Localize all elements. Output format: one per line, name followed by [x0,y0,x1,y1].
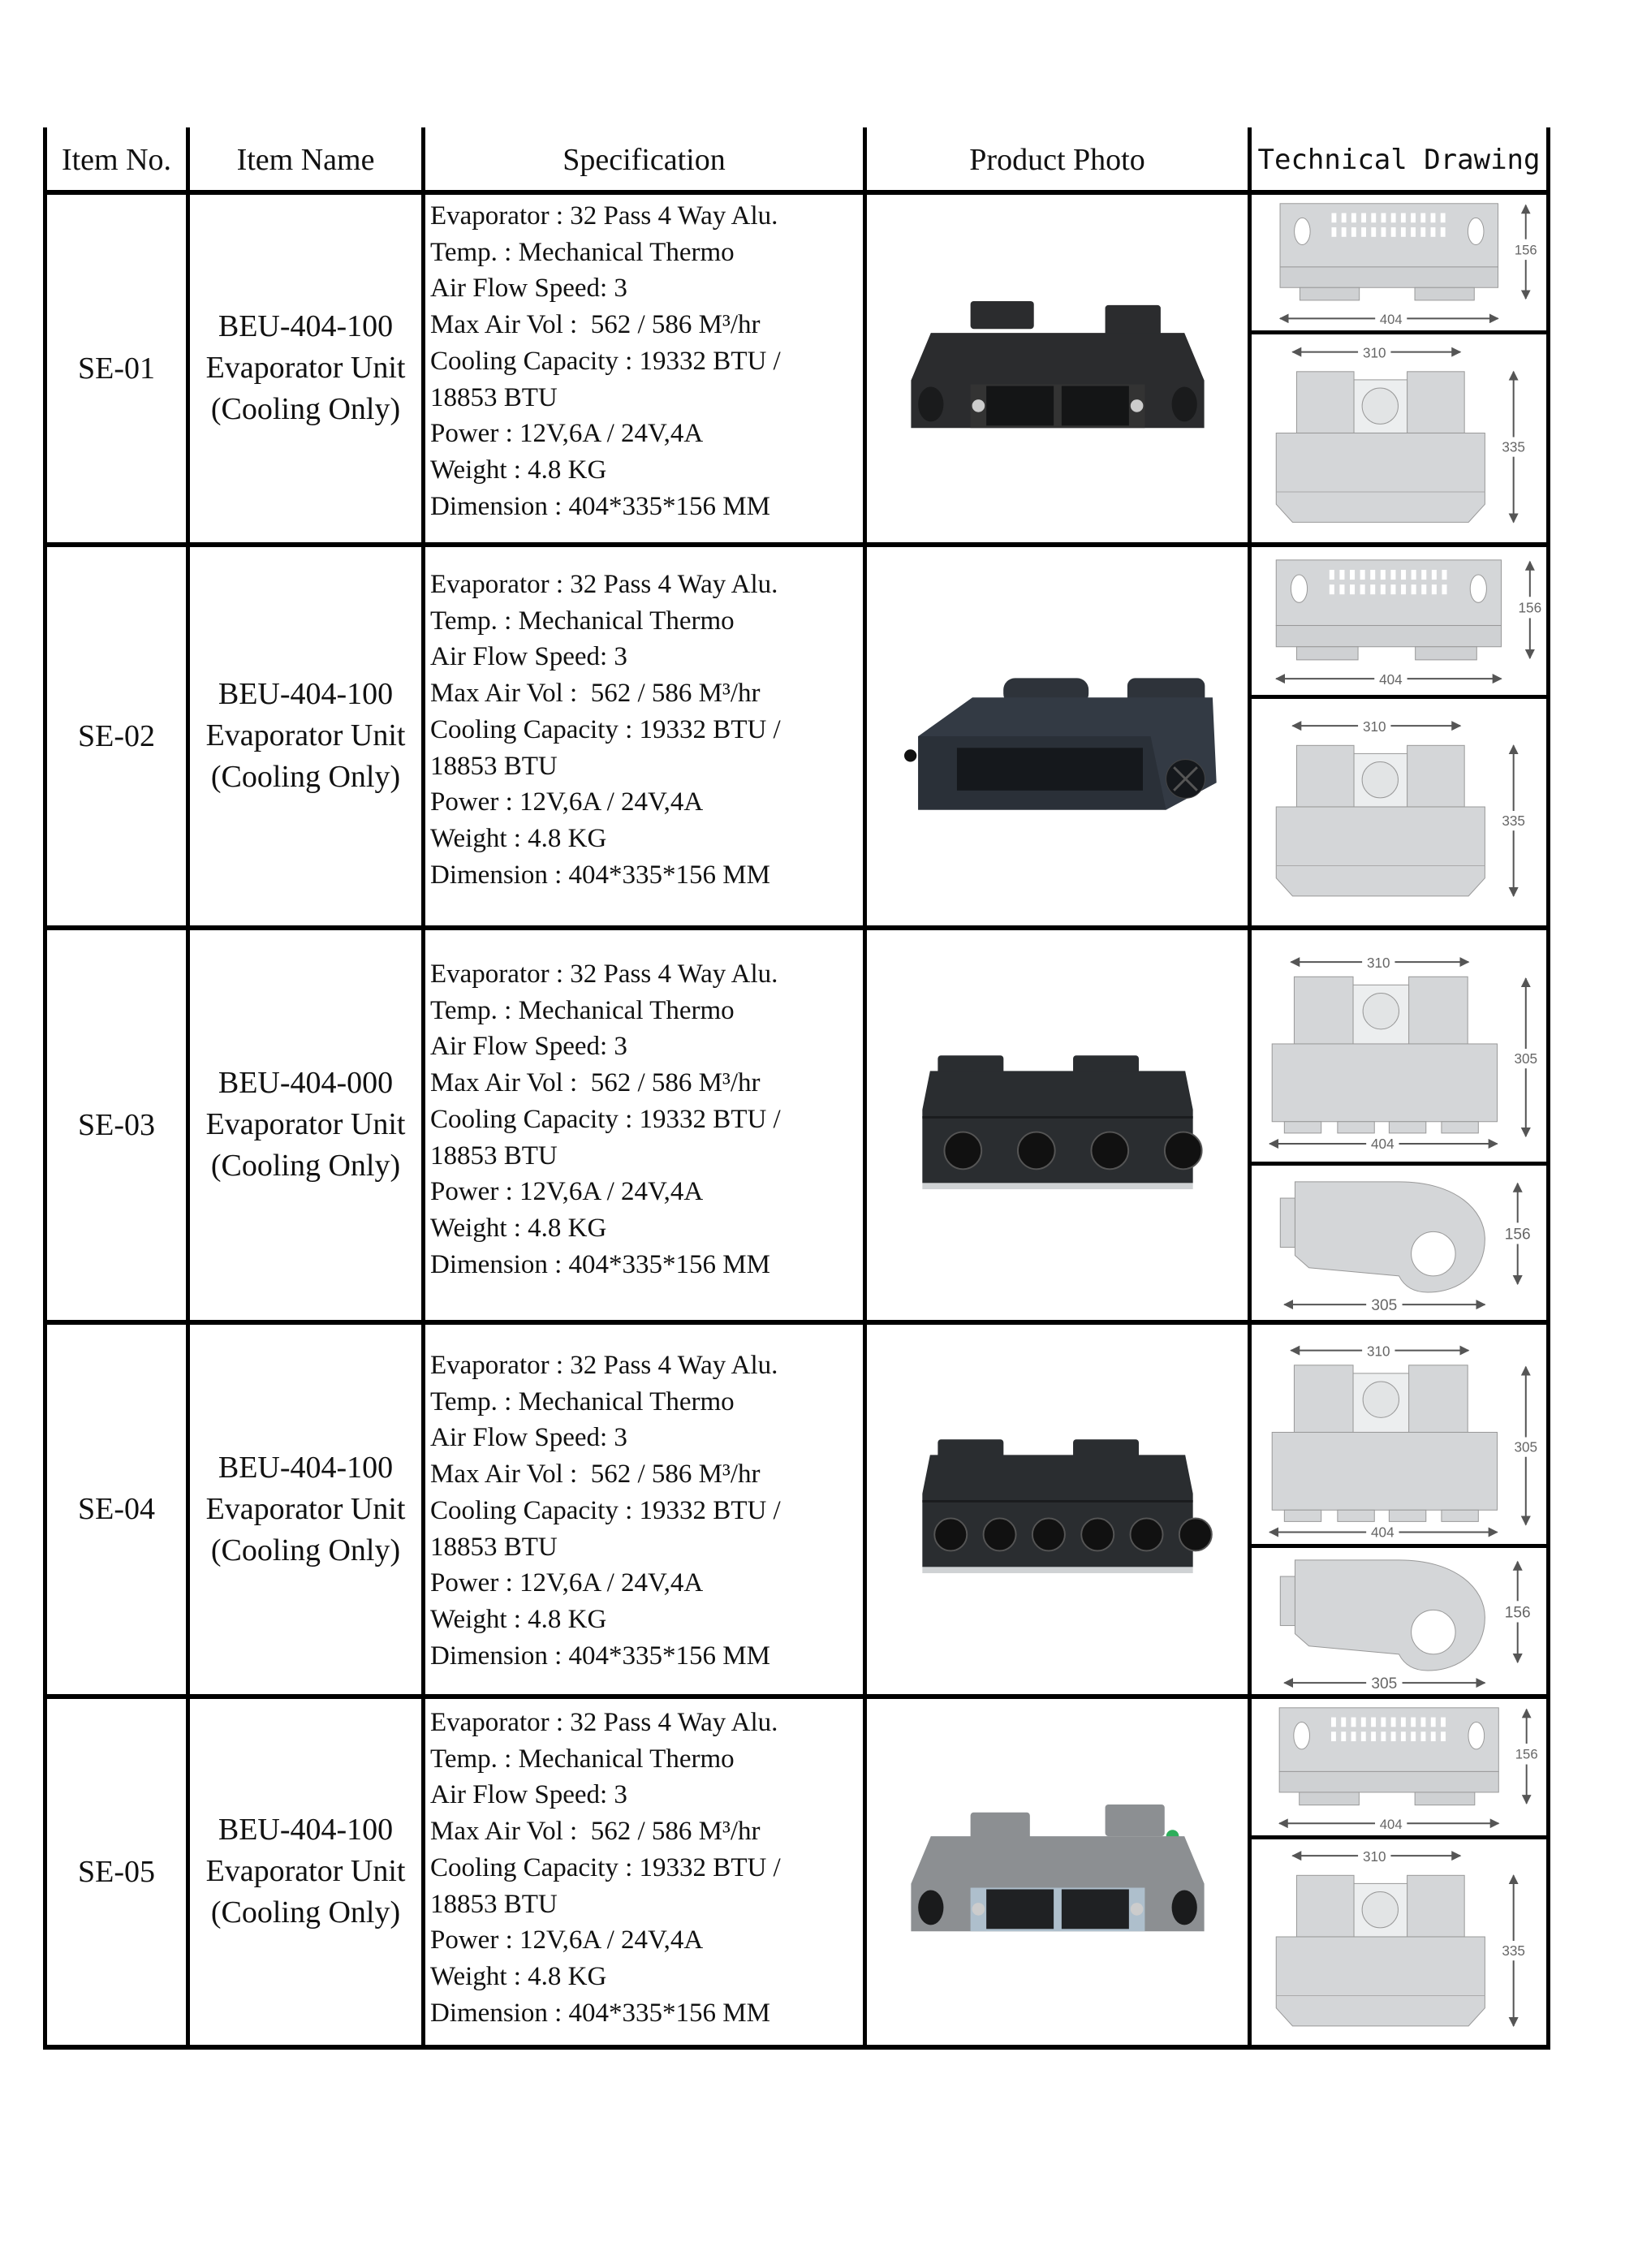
technical-drawing-upper [1252,1326,1546,1544]
spec-line: Weight : 4.8 KG [430,823,607,853]
top-view-drawing [1252,931,1546,1162]
product-photo [867,1324,1248,1694]
item-number: SE-03 [78,1107,155,1142]
svg-text:404: 404 [1371,1524,1394,1541]
item-number: SE-02 [78,718,155,753]
svg-text:156: 156 [1518,599,1542,616]
header-product-photo: Product Photo [969,142,1145,177]
front-view-drawing [1252,548,1546,695]
item-name-line: BEU-404-100 [218,677,394,711]
spec-line: Air Flow Speed: 3 [430,642,627,672]
spec-line: Cooling Capacity : 19332 BTU / [430,1852,781,1882]
technical-drawing-lower [1252,337,1546,541]
item-number: SE-01 [78,351,155,386]
spec-line: 18853 BTU [430,1889,558,1919]
drawing-divider [1248,1544,1550,1548]
item-name [190,194,421,542]
svg-text:404: 404 [1379,671,1403,688]
item-name [190,546,421,925]
item-name-line: Evaporator Unit [205,718,406,752]
specification [430,567,781,893]
technical-drawing-lower [1252,1168,1546,1318]
spec-line: Max Air Vol : 562 / 586 M³/hr [430,1817,761,1847]
specification [430,198,781,524]
spec-line: Evaporator : 32 Pass 4 Way Alu. [430,201,778,231]
item-name-line: Evaporator Unit [205,1107,406,1141]
svg-text:156: 156 [1504,1226,1531,1244]
table-border-bottom [43,2045,1550,2050]
spec-line: 18853 BTU [430,382,558,412]
table-border-right [1546,127,1550,2050]
item-name-line: BEU-404-100 [218,1813,394,1847]
spec-line: Temp. : Mechanical Thermo [430,606,735,636]
product-photo [867,546,1248,925]
spec-line: Temp. : Mechanical Thermo [430,1386,735,1416]
spec-line: Dimension : 404*335*156 MM [430,1641,770,1671]
item-name-line: (Cooling Only) [210,1895,401,1930]
header-item-name: Item Name [236,142,375,177]
specification [430,1347,781,1674]
item-number: SE-05 [78,1854,155,1889]
spec-line: Dimension : 404*335*156 MM [430,1998,770,2028]
drawing-divider [1248,330,1550,334]
item-name-line: (Cooling Only) [210,392,401,426]
top-view-drawing [1252,1326,1546,1544]
technical-drawing-upper [1252,1700,1546,1835]
spec-line: Power : 12V,6A / 24V,4A [430,1568,704,1598]
spec-line: Max Air Vol : 562 / 586 M³/hr [430,1460,761,1490]
spec-line: Air Flow Speed: 3 [430,1423,627,1453]
spec-line: Power : 12V,6A / 24V,4A [430,1177,704,1207]
svg-text:335: 335 [1502,813,1525,830]
spec-line: Weight : 4.8 KG [430,1961,607,1991]
drawing-divider [1248,695,1550,699]
technical-drawing-upper [1252,931,1546,1162]
spec-line: Air Flow Speed: 3 [430,1780,627,1810]
svg-text:305: 305 [1514,1050,1538,1067]
specification [430,1705,781,2031]
svg-text:335: 335 [1502,1942,1525,1960]
svg-text:305: 305 [1371,1675,1398,1692]
spec-line: Dimension : 404*335*156 MM [430,1249,770,1279]
top-view-drawing [1252,701,1546,924]
svg-text:156: 156 [1514,242,1537,258]
item-name-line: (Cooling Only) [210,760,401,794]
spec-line: Max Air Vol : 562 / 586 M³/hr [430,679,761,709]
specification [430,956,781,1283]
item-name-line: BEU-404-000 [218,1066,394,1100]
spec-line: Air Flow Speed: 3 [430,274,627,304]
side-view-drawing [1252,1168,1546,1318]
product-photo [867,929,1248,1320]
item-name [190,1698,421,2045]
spec-line: Evaporator : 32 Pass 4 Way Alu. [430,570,778,599]
spec-line: Temp. : Mechanical Thermo [430,995,735,1025]
spec-line: Air Flow Speed: 3 [430,1032,627,1062]
item-name-line: Evaporator Unit [205,1491,406,1526]
spec-line: Max Air Vol : 562 / 586 M³/hr [430,310,761,340]
item-name-line: (Cooling Only) [210,1149,401,1183]
spec-line: Dimension : 404*335*156 MM [430,860,770,890]
front-view-drawing [1252,196,1546,330]
drawing-divider [1248,1835,1550,1839]
top-view-drawing [1252,337,1546,541]
svg-text:305: 305 [1514,1438,1538,1455]
header-item-no: Item No. [61,142,172,177]
technical-drawing-lower [1252,1550,1546,1692]
svg-text:156: 156 [1515,1746,1538,1762]
item-name [190,1324,421,1694]
spec-line: Temp. : Mechanical Thermo [430,237,735,267]
item-number: SE-04 [78,1492,155,1526]
spec-line: Power : 12V,6A / 24V,4A [430,419,704,449]
technical-drawing-upper [1252,548,1546,695]
svg-text:156: 156 [1504,1604,1531,1622]
spec-line: Max Air Vol : 562 / 586 M³/hr [430,1068,761,1098]
front-view-drawing [1252,1700,1546,1835]
svg-text:310: 310 [1367,955,1390,972]
side-view-drawing [1252,1550,1546,1692]
svg-text:310: 310 [1362,344,1386,361]
spec-line: 18853 BTU [430,751,558,781]
svg-text:310: 310 [1367,1343,1390,1360]
spec-line: Temp. : Mechanical Thermo [430,1744,735,1774]
svg-text:310: 310 [1362,1848,1386,1865]
technical-drawing-upper [1252,196,1546,330]
header-specification: Specification [563,142,726,177]
spec-line: Cooling Capacity : 19332 BTU / [430,346,781,376]
spec-line: Evaporator : 32 Pass 4 Way Alu. [430,1351,778,1380]
product-photo [867,194,1248,542]
spec-line: Evaporator : 32 Pass 4 Way Alu. [430,959,778,989]
technical-drawing-lower [1252,701,1546,924]
spec-line: Evaporator : 32 Pass 4 Way Alu. [430,1708,778,1737]
svg-text:305: 305 [1371,1297,1398,1315]
spec-line: Cooling Capacity : 19332 BTU / [430,714,781,744]
item-name-line: Evaporator Unit [205,1854,406,1888]
spec-line: Weight : 4.8 KG [430,455,607,485]
item-name-line: (Cooling Only) [210,1533,401,1567]
spec-line: Cooling Capacity : 19332 BTU / [430,1104,781,1134]
spec-line: Power : 12V,6A / 24V,4A [430,1925,704,1955]
item-name [190,929,421,1320]
column-divider [421,127,425,2050]
drawing-divider [1248,1162,1550,1166]
header-technical-drawing: Technical Drawing [1257,143,1541,176]
product-photo [867,1698,1248,2045]
spec-line: Cooling Capacity : 19332 BTU / [430,1495,781,1525]
top-view-drawing [1252,1842,1546,2043]
technical-drawing-lower [1252,1842,1546,2043]
svg-text:404: 404 [1371,1136,1394,1153]
spec-line: Weight : 4.8 KG [430,1604,607,1634]
spec-line: Weight : 4.8 KG [430,1213,607,1243]
item-name-line: BEU-404-100 [218,309,394,343]
svg-text:310: 310 [1362,718,1386,735]
svg-text:404: 404 [1379,312,1403,328]
item-name-line: BEU-404-100 [218,1450,394,1485]
svg-text:404: 404 [1379,1817,1403,1833]
item-name-line: Evaporator Unit [205,351,406,385]
spec-line: 18853 BTU [430,1532,558,1562]
spec-line: 18853 BTU [430,1140,558,1171]
svg-text:335: 335 [1502,438,1525,455]
spec-line: Power : 12V,6A / 24V,4A [430,787,704,817]
spec-line: Dimension : 404*335*156 MM [430,491,770,521]
